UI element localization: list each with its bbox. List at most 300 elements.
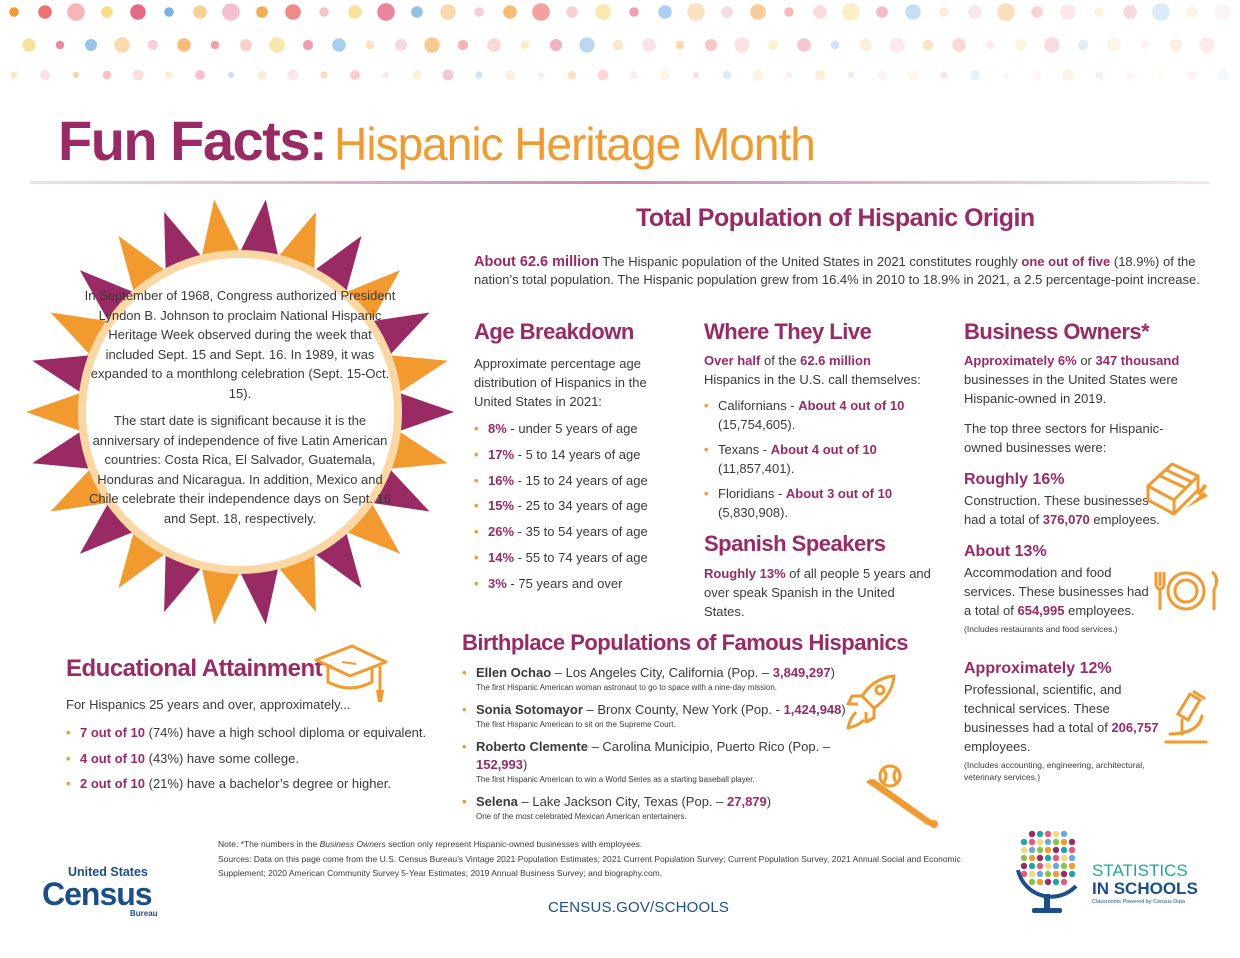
decorative-dot [1152,3,1170,21]
globe-dot [1061,863,1067,869]
famous-hispanic-pop: 1,424,948 [783,702,842,717]
famous-hispanic-name: Roberto Clemente [476,739,588,754]
decorative-dot [458,40,468,50]
footer-note [218,837,978,852]
globe-dot [1053,847,1059,853]
decorative-dot [566,6,578,18]
famous-hispanic-line [462,664,862,682]
decorative-dot [986,41,994,49]
education-item [66,746,446,772]
decorative-dot [784,7,794,17]
census-schools-link[interactable]: CENSUS.GOV/SCHOOLS [548,899,730,916]
rocket-icon [844,672,900,732]
where-item-ratio: About 4 out of 10 [798,398,905,413]
globe-dot [1045,863,1051,869]
decorative-dot [503,5,517,19]
age-breakdown-heading: Age Breakdown [474,319,634,344]
sector-construction-text-a: Construction. These businesses had a total of [964,493,1149,527]
census-bureau-logo [42,866,182,919]
age-item-pct: 3% [488,575,507,591]
decorative-dot [831,41,839,49]
where-item-name: Californians - [718,398,799,413]
education-item-text: (43%) have some college. [145,750,299,766]
decorative-dot [67,3,85,21]
census-logo-top: United States [68,865,148,879]
construction-bricks-icon [1142,456,1214,524]
decorative-dot [1003,72,1009,78]
age-item [474,442,674,468]
where-intro-rest: Hispanics in the U.S. call themselves: [704,372,921,387]
sunburst-ray [26,393,81,432]
decorative-dot [1188,71,1197,80]
globe-dot [1021,855,1027,861]
famous-hispanic-item [462,701,862,731]
where-item-count: (5,830,908). [718,505,789,520]
decorative-dot [598,70,609,81]
decorative-dot [440,4,456,20]
decorative-dot [785,71,792,78]
decorative-dot [687,3,705,21]
sector-construction-pct: Roughly 16% [964,471,1065,488]
decorative-dot [285,4,301,20]
globe-dot [1029,855,1035,861]
education-item-text: (21%) have a bachelor’s degree or higher. [145,776,391,791]
famous-hispanic-place: – Bronx County, New York (Pop. - [582,702,784,717]
decorative-dot [319,7,329,17]
sunburst-ray [202,567,240,624]
decorative-dot [424,37,439,52]
age-item-label: - 35 to 54 years of age [514,524,648,540]
decorative-dot [723,71,732,80]
total-population-body-a: The Hispanic population of the United States in 2021 constitutes roughly [598,254,1022,269]
title-hispanic-heritage: Hispanic Heritage Month [334,118,815,170]
globe-dot [1069,847,1075,853]
decorative-dot [842,3,860,21]
decorative-dot [642,38,656,52]
decorative-dot [876,6,888,18]
sector-accommodation [964,541,1149,635]
age-item [474,545,674,571]
globe-dot [1061,839,1067,845]
where-item-count: (11,857,401). [718,461,795,476]
age-item [474,519,674,545]
decorative-dot [1218,70,1229,81]
decorative-dot [568,71,577,80]
where-they-live-heading: Where They Live [704,319,872,344]
famous-hispanic-desc: The first Hispanic American woman astronaut to go to space with a nine-day mission. [476,683,778,692]
where-intro-over-half: Over half [704,353,761,368]
education-item-ratio: 7 out of 10 [80,725,146,740]
business-lead-text: businesses in the United States were Hispanic-owned in 2019. [964,372,1178,406]
decorative-dot [721,6,733,18]
decorative-dot [303,40,313,50]
sis-tagline: Classrooms Powered by Census Data [1092,899,1185,905]
decorative-dot [195,70,205,80]
decorative-dot [997,3,1015,21]
where-item-name: Texans - [718,442,771,457]
sector-construction-text [964,491,1164,529]
decorative-dot [705,39,717,51]
where-intro-total: 62.6 million [800,353,871,368]
education-item-text: (74%) have a high school diploma or equivalent. [145,725,427,740]
decorative-dot [475,71,482,78]
decorative-dot [940,71,947,78]
total-population-highlight: one out of five [1021,254,1111,269]
footer-sources: Sources: Data on this page come from the U.S. Census Bureau’s Vintage 2021 Population Estimates; 2021 Current Population Survey; Current Population Survey, 2021 Annual Social and Economic Supplement; 2020 American Community Survey 5-Year Estimates; 2019 Annual Business Survey; and biography.com. [218,853,961,878]
decorative-dot [222,3,240,21]
globe-logo-icon [1010,820,1088,920]
decorative-dot [164,7,174,17]
bullet-icon: • [462,794,467,809]
famous-hispanic-place: – Los Angeles City, California (Pop. – [551,665,773,680]
famous-hispanic-desc: The first Hispanic American to sit on the Supreme Court. [476,720,676,729]
globe-dot [1061,871,1067,877]
decorative-dot [193,5,207,19]
sector-accommodation-employees: 654,995 [1017,603,1065,618]
globe-dot [1029,879,1035,885]
age-item-label: - 5 to 14 years of age [514,446,641,462]
age-item-pct: 16% [488,472,515,488]
decorative-dot [256,6,268,18]
famous-hispanic-place: – Lake Jackson City, Texas (Pop. – [517,794,727,809]
decorative-dot [103,71,112,80]
globe-dot [1069,855,1075,861]
decorative-dot [1063,70,1074,81]
decorative-dot [165,71,172,78]
decorative-dot [1199,37,1214,52]
where-item-count: (15,754,605). [718,417,796,432]
globe-dot [1053,863,1059,869]
decorative-dot [9,7,19,17]
footer-note-b: section only represent Hispanic-owned businesses with employees. [385,839,643,849]
famous-hispanic-name: Sonia Sotomayor [476,702,583,717]
business-lead-pct: Approximately 6% [964,353,1077,368]
sunburst-ray [240,567,278,624]
education-intro: For Hispanics 25 years and over, approximately... [66,697,351,712]
sector-accommodation-text-a: Accommodation and food services. These businesses had a total of [964,565,1149,618]
decorative-dot [538,72,544,78]
decorative-dot [40,70,50,80]
decorative-dot [411,6,423,18]
decorative-dot [1031,6,1043,18]
decorative-dot [613,40,623,50]
decorative-dot [395,39,407,51]
globe-dot [1061,847,1067,853]
age-item-pct: 26% [488,524,515,540]
business-top-sectors-intro: The top three sectors for Hispanic-owned businesses were: [964,421,1164,455]
bullet-icon: • [462,665,467,680]
statistics-in-schools-logo [1092,862,1222,906]
sis-line-2: IN SCHOOLS [1092,879,1198,898]
decorative-dot [487,38,501,52]
globe-dot [1053,831,1059,837]
spanish-speakers-body: of all people 5 years and over speak Spanish in the United States. [704,566,931,619]
baseball-bat-icon [856,762,940,830]
sector-professional-text [964,680,1164,756]
where-item [704,396,954,434]
decorative-dot [939,7,949,17]
footer-notes [218,837,978,881]
footer-note-em: Business Owners [319,839,386,849]
decorative-dot [630,71,637,78]
where-they-live-list [704,396,954,528]
age-item [474,468,674,494]
decorative-dot [1044,37,1059,52]
decorative-dot [550,39,562,51]
decorative-dot [377,3,395,21]
sunburst-ray [240,200,278,257]
decorative-dot [1107,38,1121,52]
famous-hispanic-pop: 27,879 [727,794,767,809]
sunburst-ray [202,200,240,257]
sector-professional-text-b: employees. [964,739,1031,754]
famous-hispanic-close: ) [766,794,772,809]
decorative-dot [658,5,672,19]
famous-hispanic-name: Ellen Ochao [476,665,552,680]
microscope-icon [1162,690,1212,746]
decorative-dot [133,70,144,81]
decorative-dot [22,38,36,52]
globe-dot [1029,863,1035,869]
decorative-dot [240,39,252,51]
famous-hispanic-name: Selena [476,794,518,809]
globe-dot [1037,847,1043,853]
decorative-dot [258,71,267,80]
decorative-dot [1123,5,1137,19]
decorative-dot [1215,4,1231,20]
decorative-dot [815,70,825,80]
decorative-dot [1060,4,1076,20]
census-logo-bureau: Bureau [130,909,158,918]
decorative-dot [1078,40,1088,50]
globe-stand-base [1032,908,1062,913]
globe-dot [1029,839,1035,845]
age-item-pct: 8% [488,421,507,436]
sector-professional-employees: 206,757 [1111,720,1159,735]
education-item [66,720,446,746]
globe-dot [1045,847,1051,853]
decorative-dot [177,38,191,52]
globe-dot [1045,879,1051,885]
decorative-dot [228,72,234,78]
decorative-dot [148,40,158,50]
age-breakdown-intro: Approximate percentage age distribution of Hispanics in the United States in 2021: [474,356,647,409]
age-item-label: - 15 to 24 years of age [514,472,648,488]
globe-dot [1045,871,1051,877]
age-item-pct: 14% [488,549,515,565]
famous-hispanic-item [462,793,862,823]
decorative-dot [413,71,422,80]
decorative-dot [797,38,811,52]
globe-dot [1069,863,1075,869]
decorative-dot [1094,7,1104,17]
page-title [58,108,815,173]
decorative-dot [1095,71,1102,78]
education-list [66,720,446,797]
famous-hispanic-desc: The first Hispanic American to win a World Series as a starting baseball player. [476,775,755,784]
globe-dot [1069,839,1075,845]
age-item-label: - 75 years and over [506,575,623,591]
decorative-dot [320,71,327,78]
decorative-dot [288,70,299,81]
business-lead-count: 347 thousand [1095,353,1180,368]
decorative-dot [350,70,360,80]
globe-dot [1045,831,1051,837]
sector-construction-employees: 376,070 [1042,512,1090,527]
sis-line-1: STATISTICS [1092,861,1188,880]
decorative-dot [1158,72,1164,78]
decorative-dot [348,5,362,19]
education-item-ratio: 2 out of 10 [80,776,146,791]
total-population-heading: Total Population of Hispanic Origin [636,204,1035,232]
decorative-dot [383,72,389,78]
famous-hispanic-close: ) [830,665,835,680]
spanish-speakers-lead: Roughly 13% [704,566,786,581]
famous-hispanic-close: ) [841,702,846,717]
decorative-dot [1186,6,1198,18]
decorative-dot [1015,39,1027,51]
decorative-dot [860,39,872,51]
globe-dot [1037,831,1043,837]
history-paragraph-1: In September of 1968, Congress authorized President Lyndon B. Johnson to proclaim National Hispanic Heritage Week observed during the week that included Sept. 15 and Sept. 16. In 1989, it was expanded to a monthlong celebration (Sept. 15-Oct. 15). [84,288,396,401]
where-item-ratio: About 4 out of 10 [770,442,877,457]
globe-dot [1061,879,1067,885]
decorative-dot [521,41,529,49]
famous-hispanic-place: – Carolina Municipio, Puerto Rico (Pop. – [587,739,831,754]
sector-accommodation-text [964,563,1149,620]
where-they-live-intro [704,351,924,389]
bullet-icon: • [462,702,467,717]
sunburst-ray [399,393,454,432]
globe-dot [1053,839,1059,845]
decorative-dot [474,7,484,17]
decorative-dot [332,38,346,52]
education-item [66,771,446,797]
decorative-dot [1170,39,1182,51]
spanish-speakers-text [704,564,934,621]
decorative-dot [750,4,766,20]
globe-dot [1021,839,1027,845]
business-owners-heading: Business Owners* [964,319,1150,344]
decorative-dot [1125,70,1135,80]
dinner-plate-icon [1150,568,1222,614]
business-lead-or: or [1076,353,1096,368]
globe-dot [1029,871,1035,877]
decorative-dot [269,37,284,52]
globe-dot [1053,871,1059,877]
spanish-speakers-heading: Spanish Speakers [704,531,886,556]
sector-professional-pct: Approximately 12% [964,660,1112,677]
decorative-dot [629,7,639,17]
total-population-text [474,253,1204,289]
total-population-body-b: (18.9%) of the nation’s total population. The Hispanic population grew from 16.4% in 2010 to 18.9% in 2021, a 2.5 percentage-point increase. [474,254,1200,287]
globe-dot [1037,871,1043,877]
famous-hispanic-item [462,664,862,694]
decorative-dot [532,3,550,21]
age-breakdown-list [474,416,674,597]
decorative-dot [443,70,454,81]
decorative-dot [579,37,594,52]
sector-professional [964,658,1164,783]
decorative-dot [101,6,113,18]
decorative-dot [968,5,982,19]
age-item [474,571,674,597]
famous-hispanic-item [462,738,862,786]
sector-construction-text-b: employees. [1089,512,1160,527]
globe-dot [1061,831,1067,837]
age-item-label: - 55 to 74 years of age [514,549,648,565]
decorative-dots-banner [0,0,1240,100]
education-item-ratio: 4 out of 10 [80,750,146,766]
famous-hispanic-pop: 3,849,297 [772,665,831,680]
decorative-dot [905,4,921,20]
history-intro [84,286,396,536]
age-item-pct: 15% [488,498,515,514]
age-item-label: - under 5 years of age [506,421,638,436]
globe-dot [1061,855,1067,861]
globe-dot [1045,855,1051,861]
decorative-dot [952,38,966,52]
decorative-dot [114,37,129,52]
famous-hispanic-line [462,793,862,811]
famous-hispanic-desc: One of the most celebrated Mexican American entertainers. [476,812,687,821]
globe-dot [1053,855,1059,861]
famous-hispanic-line [462,701,862,719]
where-item [704,484,954,522]
decorative-dot [753,70,764,81]
globe-dot [1037,839,1043,845]
bullet-icon: • [462,739,467,754]
decorative-dot [889,37,904,52]
where-item-name: Floridians - [718,486,786,501]
title-divider [30,181,1210,184]
decorative-dot [734,37,749,52]
birthplace-heading: Birthplace Populations of Famous Hispanics [462,630,908,655]
sector-professional-note: (Includes accounting, engineering, architectural, veterinary services.) [964,760,1145,782]
census-logo-main: Census [42,876,152,912]
decorative-dot [693,72,699,78]
decorative-dot [366,41,374,49]
sector-construction [964,469,1164,529]
age-item [474,493,674,519]
globe-dot [1053,879,1059,885]
decorative-dot [908,70,919,81]
education-heading: Educational Attainment [66,655,323,682]
globe-dot [1021,847,1027,853]
decorative-dot [38,5,52,19]
decorative-dot [10,71,17,78]
title-fun-facts: Fun Facts: [58,109,327,172]
globe-dot [1037,863,1043,869]
decorative-dot [768,40,778,50]
globe-dot [1021,863,1027,869]
decorative-dot [505,70,515,80]
decorative-dot [130,4,146,20]
age-item [474,416,674,442]
sector-accommodation-pct: About 13% [964,543,1047,560]
where-intro-of-the: of the [760,353,801,368]
decorative-dot [595,4,611,20]
birthplace-list [462,664,862,830]
decorative-dot [56,41,64,49]
decorative-dot [813,5,827,19]
decorative-dot [660,70,670,80]
globe-dot [1029,847,1035,853]
decorative-dot [85,39,97,51]
decorative-dot [1141,41,1149,49]
decorative-dot [676,41,684,49]
globe-dot [1037,855,1043,861]
